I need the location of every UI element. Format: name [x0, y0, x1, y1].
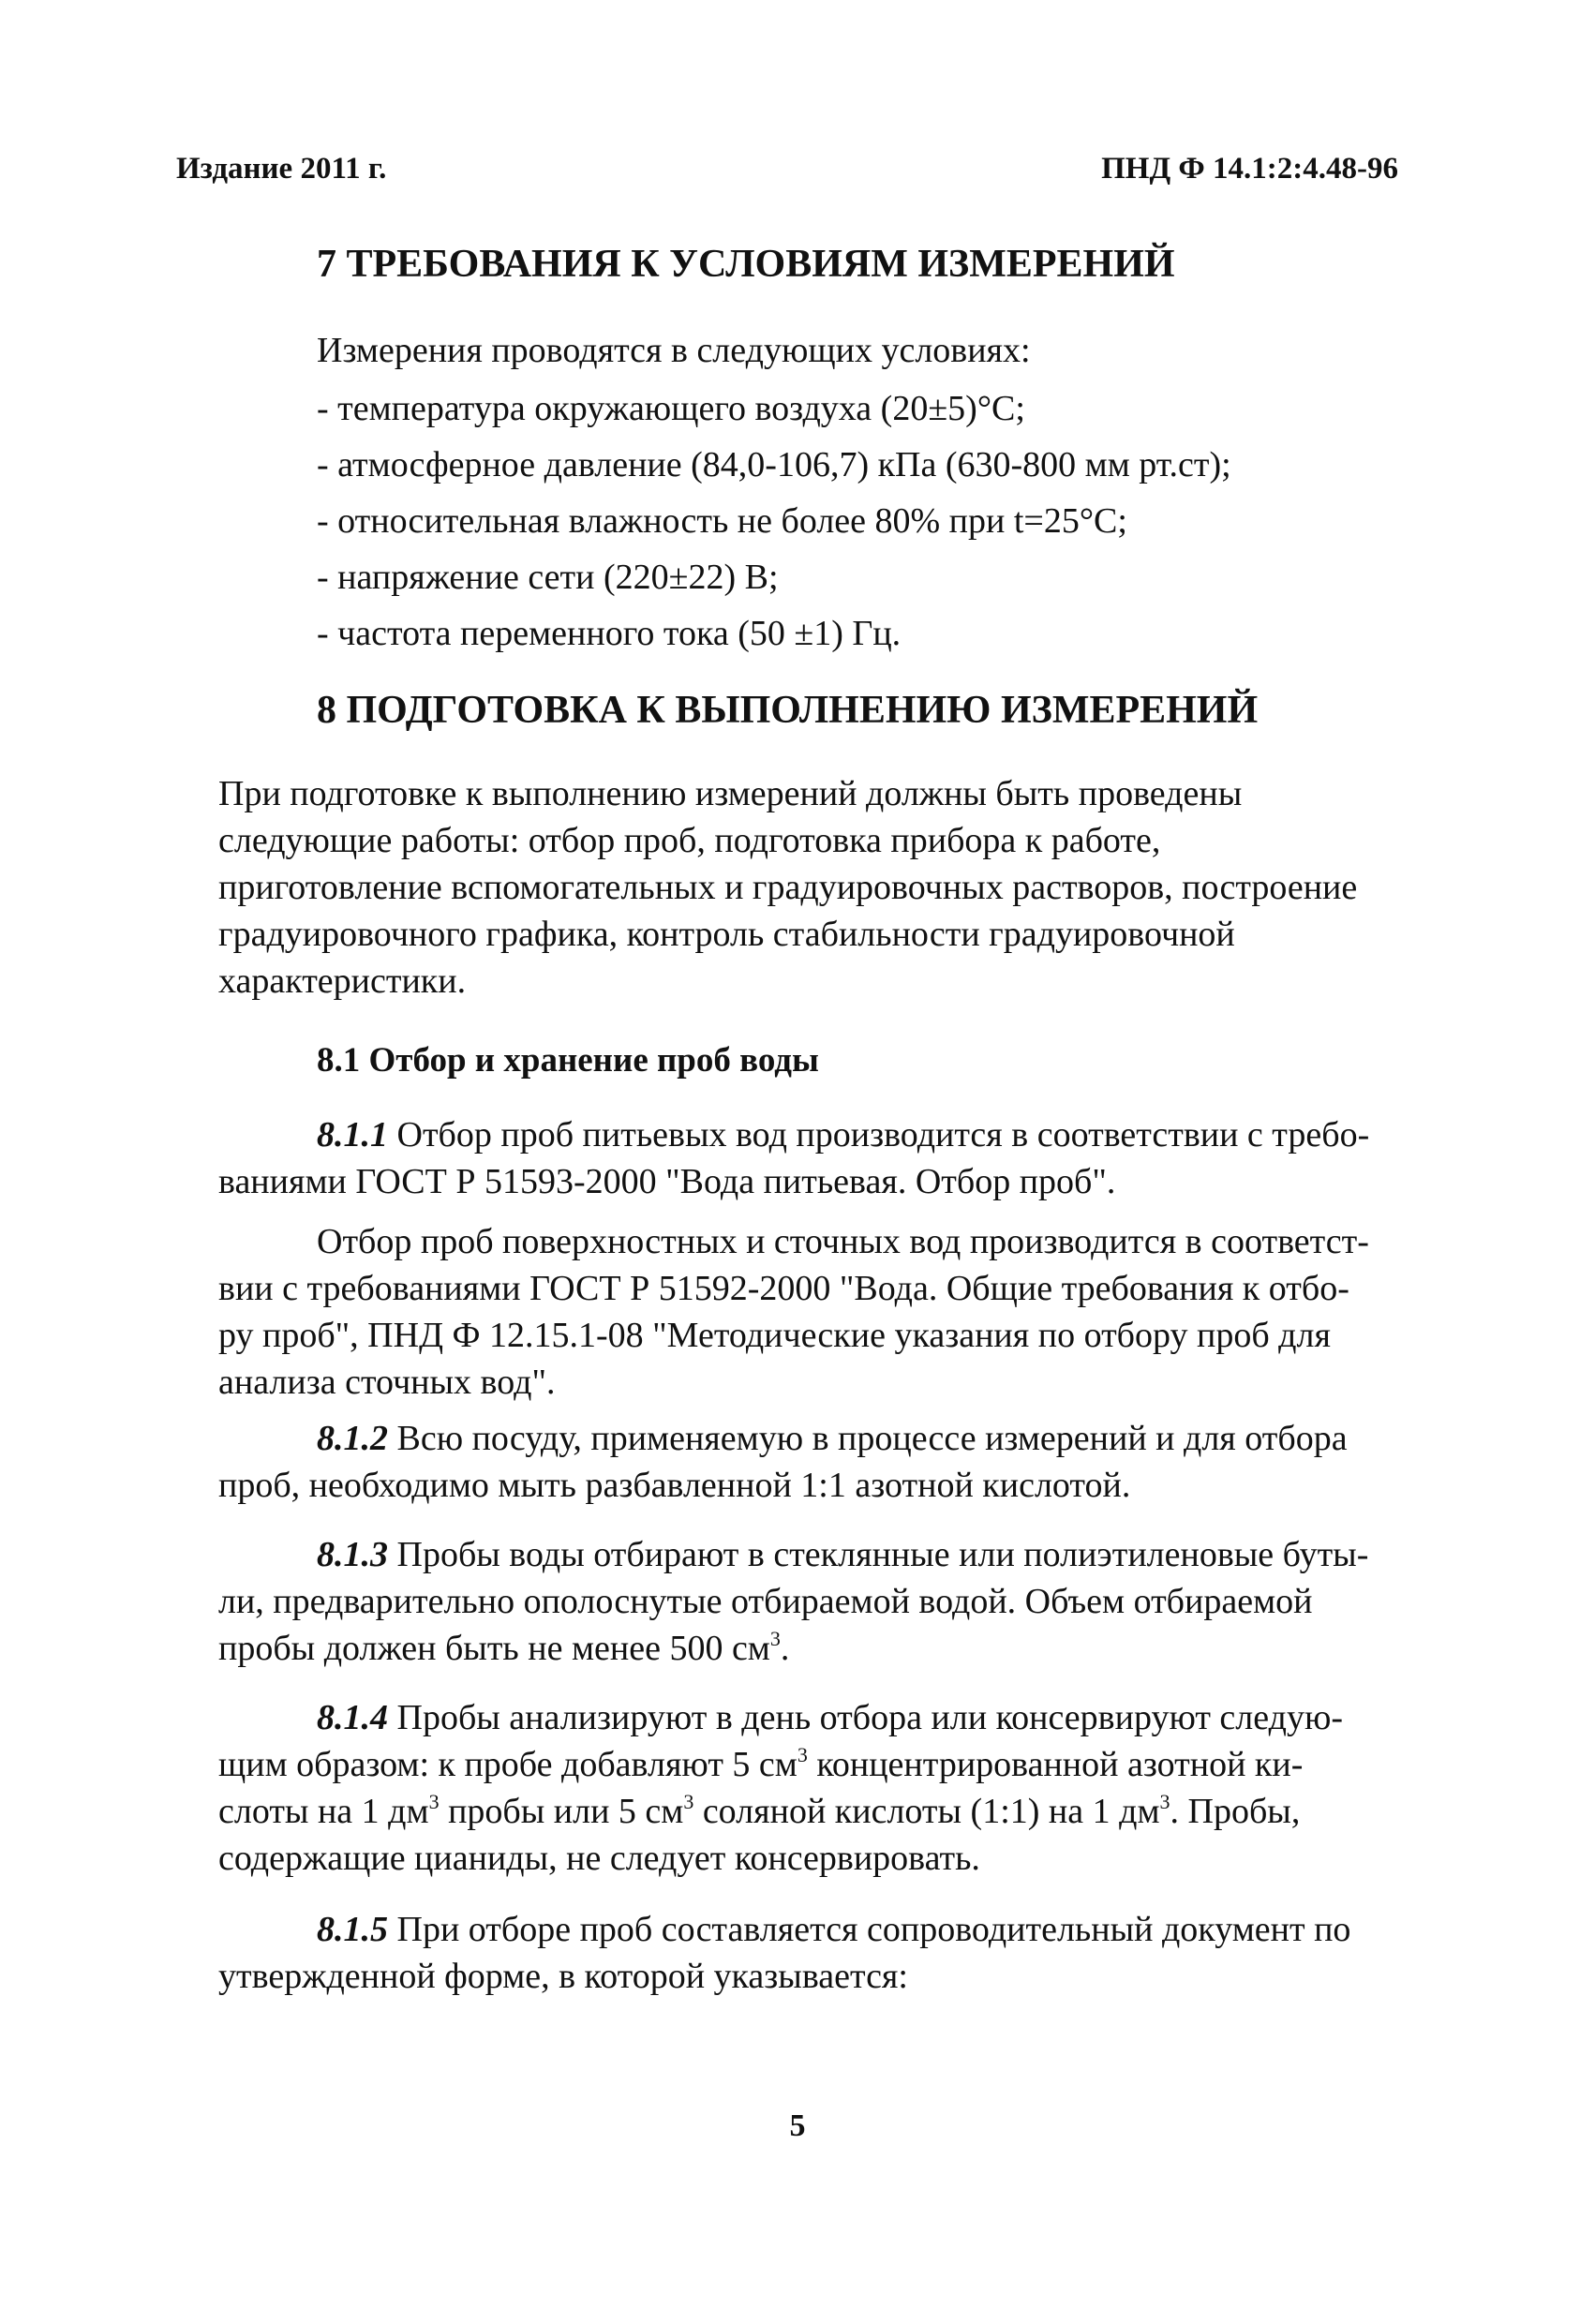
paragraph-number: 8.1.4: [317, 1698, 388, 1737]
document-code: ПНД Ф 14.1:2:4.48-96: [1101, 152, 1398, 186]
condition-item: - напряжение сети (220±22) В;: [317, 558, 779, 597]
text-line: приготовление вспомогательных и градуировочных растворов, построение: [218, 868, 1358, 907]
text-line: пробы должен быть не менее 500 $см^3$.: [218, 1627, 790, 1668]
text-line: слоты на 1 $дм^3$ пробы или 5 $см^3$ соляной кислоты (1:1) на 1 $дм^3$. Пробы,: [218, 1790, 1301, 1831]
condition-item: - частота переменного тока (50 ±1) Гц.: [317, 614, 902, 653]
section-8-title: 8 ПОДГОТОВКА К ВЫПОЛНЕНИЮ ИЗМЕРЕНИЙ: [317, 689, 1259, 732]
text-line: ли, предварительно ополоснутые отбираемой водой. Объем отбираемой: [218, 1582, 1313, 1621]
paragraph-number: 8.1.5: [317, 1910, 388, 1949]
page-number: 5: [789, 2108, 806, 2143]
condition-item: - температура окружающего воздуха (20±5)°С;: [317, 389, 1025, 428]
paragraph-8-1-1: 8.1.1 Отбор проб питьевых вод производится в соответствии с требо- ваниями ГОСТ Р 51593-2000 "Вода питьевая. Отбор проб".: [218, 1111, 1403, 1205]
section-8-intro: [218, 770, 1403, 1005]
text-line: утвержденной форме, в которой указывается:: [218, 1957, 908, 1996]
paragraph-8-1-4: 8.1.4 Пробы анализируют в день отбора или консервируют следую- щим образом: к пробе добавляют 5 $см^3$ концентрированной азотной ки- слоты на 1 $дм^3$ пробы или 5 $см^3$ соляной кислоты (1:1) на 1 $дм^3$. Пробы, содержащие цианиды, не следует консервировать.: [218, 1694, 1403, 1882]
paragraph-8-1-1-continued: [218, 1218, 1403, 1406]
condition-item: - атмосферное давление (84,0-106,7) кПа (630-800 мм рт.ст);: [317, 445, 1231, 484]
text-line: При подготовке к выполнению измерений должны быть проведены: [218, 774, 1243, 813]
text-line: проб, необходимо мыть разбавленной 1:1 азотной кислотой.: [218, 1466, 1131, 1505]
text-line: вии с требованиями ГОСТ Р 51592-2000 "Вода. Общие требования к отбо-: [218, 1269, 1349, 1308]
text-line: следующие работы: отбор проб, подготовка прибора к работе,: [218, 821, 1161, 860]
paragraph-8-1-3: 8.1.3 Пробы воды отбирают в стеклянные или полиэтиленовые буты- ли, предварительно ополоснутые отбираемой водой. Объем отбираемой пробы должен быть не менее 500 $см^3$.: [218, 1531, 1403, 1672]
text-line: градуировочного графика, контроль стабильности градуировочной: [218, 915, 1235, 954]
paragraph-8-1-5: 8.1.5 При отборе проб составляется сопроводительный документ по утвержденной форме, в которой указывается:: [218, 1906, 1403, 2000]
text-line: ру проб", ПНД Ф 12.15.1-08 "Методические указания по отбору проб для: [218, 1316, 1331, 1355]
paragraph-number: 8.1.3: [317, 1535, 388, 1574]
text-line: ваниями ГОСТ Р 51593-2000 "Вода питьевая. Отбор проб".: [218, 1162, 1116, 1201]
text-line: характеристики.: [218, 961, 467, 1001]
subsection-8-1-title: 8.1 Отбор и хранение проб воды: [317, 1041, 819, 1080]
paragraph-number: 8.1.2: [317, 1419, 388, 1458]
section-7-title: 7 ТРЕБОВАНИЯ К УСЛОВИЯМ ИЗМЕРЕНИЙ: [317, 243, 1175, 286]
text-line: анализа сточных вод".: [218, 1363, 556, 1402]
text-line: содержащие цианиды, не следует консервировать.: [218, 1839, 980, 1878]
text-line: щим образом: к пробе добавляют 5 $см^3$ концентрированной азотной ки-: [218, 1743, 1304, 1784]
condition-item: - относительная влажность не более 80% при t=25°С;: [317, 501, 1127, 541]
paragraph-number: 8.1.1: [317, 1115, 388, 1155]
section-7-intro: Измерения проводятся в следующих условиях:: [317, 331, 1031, 370]
edition-label: Издание 2011 г.: [176, 152, 387, 186]
paragraph-8-1-2: 8.1.2 Всю посуду, применяемую в процессе измерений и для отбора проб, необходимо мыть разбавленной 1:1 азотной кислотой.: [218, 1415, 1403, 1509]
text-line: Отбор проб поверхностных и сточных вод производится в соответст-: [317, 1222, 1369, 1261]
